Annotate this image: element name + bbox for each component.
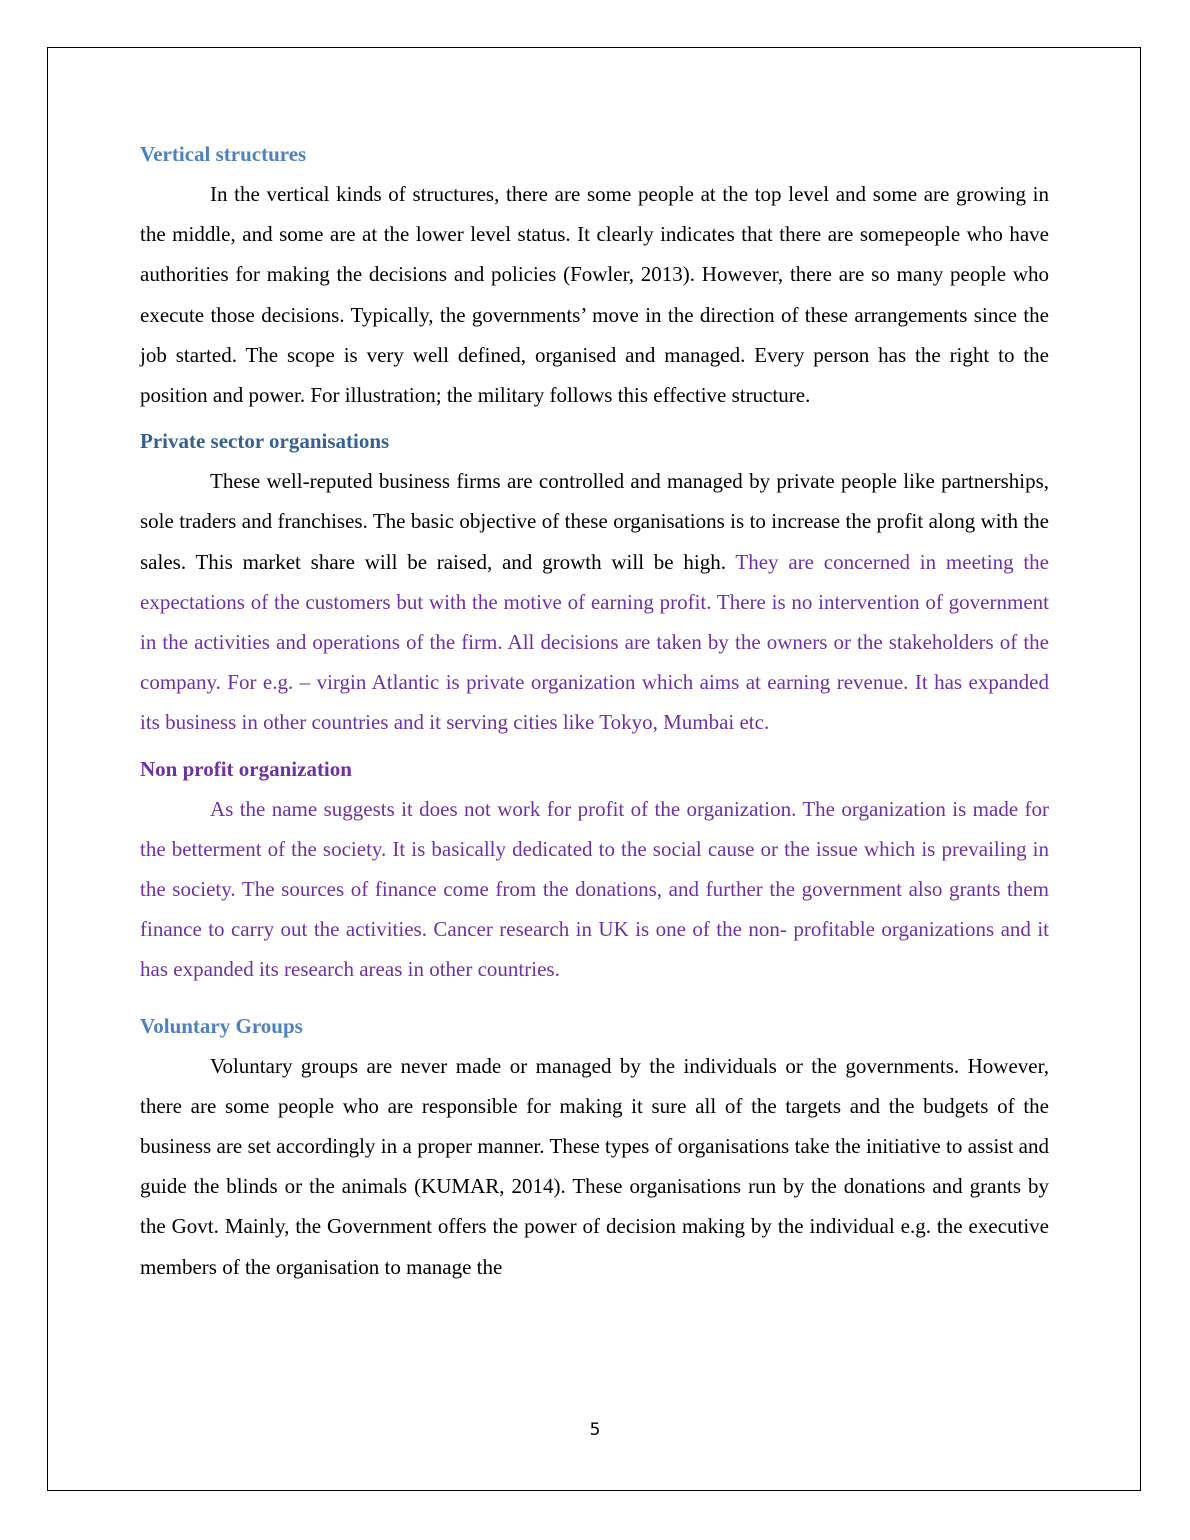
section-voluntary-groups xyxy=(140,1010,1049,1287)
paragraph-non-profit: As the name suggests it does not work for profit of the organization. The organization is made for the betterment of the society. It is basically dedicated to the social cause or the issue which is prevailing in the society. The sources of finance come from the donations, and further the government also grants them finance to carry out the activities. Cancer research in UK is one of the non- profitable organizations and it has expanded its research areas in other countries. xyxy=(140,796,1049,982)
section-non-profit xyxy=(140,753,1049,990)
paragraph-voluntary-groups: Voluntary groups are never made or managed by the individuals or the governments. However, there are some people who are responsible for making it sure all of the targets and the budgets of the business are set accordingly in a proper manner. These types of organisations take the initiative to assist and guide the blinds or the animals (KUMAR, 2014). These organisations run by the donations and grants by the Govt. Mainly, the Government offers the power of decision making by the individual e.g. the executive members of the organisation to manage the xyxy=(140,1053,1049,1279)
paragraph-vertical-structures: In the vertical kinds of structures, there are some people at the top level and some are growing in the middle, and some are at the lower level status. It clearly indicates that there are somepeople who have authorities for making the decisions and policies (Fowler, 2013). However, there are so many people who execute those decisions. Typically, the governments’ move in the direction of these arrangements since the job started. The scope is very well defined, organised and managed. Every person has the right to the position and power. For illustration; the military follows this effective structure. xyxy=(140,182,1049,408)
section-private-sector xyxy=(140,425,1049,742)
paragraph-private-sector-text: These well-reputed business firms are controlled and managed by private people like partnerships, sole traders and franchises. The basic objective of these organisations is to increase the profit along with the sales. This market share will be raised, and growth will be high. xyxy=(140,469,1049,574)
document-body xyxy=(140,138,1049,1287)
paragraph-private-sector-highlight: They are concerned in meeting the expectations of the customers but with the motive of earning profit. There is no intervention of government in the activities and operations of the firm. All decisions are taken by the owners or the stakeholders of the company. For e.g. – virgin Atlantic is private organization which aims at earning revenue. It has expanded its business in other countries and it serving cities like Tokyo, Mumbai etc. xyxy=(140,549,1050,735)
page-number: 5 xyxy=(589,1420,601,1440)
paragraph-private-sector xyxy=(140,461,1049,742)
heading-vertical-structures: Vertical structures xyxy=(140,142,307,166)
section-vertical-structures xyxy=(140,138,1049,415)
heading-non-profit: Non profit organization xyxy=(140,756,352,781)
heading-voluntary-groups: Voluntary Groups xyxy=(140,1013,303,1038)
heading-private-sector: Private sector organisations xyxy=(140,429,390,454)
